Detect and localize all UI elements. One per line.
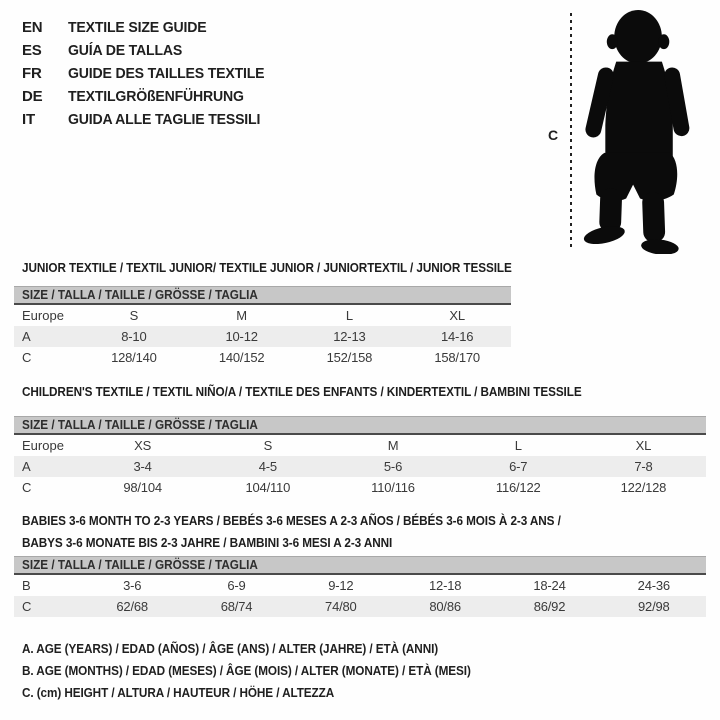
table-row: [14, 326, 511, 347]
lang-title: GUIDE DES TAILLES TEXTILE: [68, 65, 265, 82]
lang-code: FR: [22, 65, 42, 82]
height-cell: 104/110: [245, 480, 291, 495]
height-cell: 152/158: [326, 350, 373, 365]
lang-title: GUÍA DE TALLAS: [68, 42, 183, 59]
size-header-text: SIZE / TALLA / TAILLE / GRÖSSE / TAGLIA: [22, 558, 258, 572]
lang-row-de: [22, 85, 277, 108]
children-table-title: [14, 383, 706, 416]
table-row: [14, 596, 706, 617]
toddler-silhouette-icon: [576, 8, 714, 254]
age-cell: 3-4: [133, 459, 152, 474]
age-cell: 5-6: [383, 459, 403, 474]
height-cell: 158/170: [434, 350, 480, 365]
size-cell: M: [387, 438, 399, 453]
size-header-band: [14, 416, 706, 435]
size-header-text: SIZE / TALLA / TAILLE / GRÖSSE / TAGLIA: [22, 288, 258, 302]
height-cell: 116/122: [495, 480, 541, 495]
footnote-b-text: B. AGE (MONTHS) / EDAD (MESES) / ÂGE (MOIS) / ALTER (MONATE) / ETÀ (MESI): [22, 664, 471, 678]
height-label-c: C: [548, 127, 559, 143]
footnote-legend: [22, 642, 499, 708]
height-cell: 128/140: [111, 350, 157, 365]
junior-table-section: [14, 259, 511, 368]
babies-table-title: [14, 508, 706, 556]
age-cell: 4-5: [258, 459, 277, 474]
row-label: C: [22, 599, 32, 614]
babies-table-title-line2: BABYS 3-6 MONATE BIS 2-3 JAHRE / BAMBINI 3-6 MESI A 2-3 ANNI: [22, 536, 393, 550]
height-cell: 122/128: [620, 480, 667, 495]
junior-table-title-text: JUNIOR TEXTILE / TEXTIL JUNIOR/ TEXTILE JUNIOR / JUNIORTEXTIL / JUNIOR TESSILE: [22, 261, 512, 275]
height-cell: 80/86: [429, 599, 461, 614]
size-cell: M: [236, 308, 247, 323]
lang-row-en: [22, 16, 277, 39]
size-cell: S: [263, 438, 273, 453]
lang-row-it: [22, 108, 277, 131]
size-header-band: [14, 556, 706, 575]
children-table-section: [14, 383, 706, 498]
table-row: [14, 477, 706, 498]
table-row: [14, 575, 706, 596]
footnote-c: [22, 686, 499, 708]
height-cell: 92/98: [638, 599, 670, 614]
height-dotted-line: [570, 13, 572, 250]
lang-code: EN: [22, 19, 43, 36]
size-cell: L: [514, 438, 522, 453]
row-label: Europe: [22, 308, 64, 323]
lang-code: IT: [22, 111, 35, 128]
age-cell: 24-36: [637, 578, 670, 593]
height-cell: 98/104: [123, 480, 162, 495]
table-row: [14, 347, 511, 368]
size-header-band: [14, 286, 511, 305]
age-cell: 8-10: [121, 329, 147, 344]
junior-table-title: [14, 259, 511, 286]
table-row: [14, 456, 706, 477]
age-cell: 18-24: [533, 578, 566, 593]
babies-table-title-line1: BABIES 3-6 MONTH TO 2-3 YEARS / BEBÉS 3-6 MESES A 2-3 AÑOS / BÉBÉS 3-6 MOIS À 2-3 ANS /: [22, 514, 561, 528]
row-label: A: [22, 459, 31, 474]
lang-title: GUIDA ALLE TAGLIE TESSILI: [68, 111, 261, 128]
row-label: B: [22, 578, 31, 593]
footnote-a: [22, 642, 499, 664]
age-cell: 14-16: [441, 329, 474, 344]
age-cell: 6-9: [227, 578, 246, 593]
size-cell: XS: [134, 438, 152, 453]
language-title-list: [22, 16, 277, 131]
height-cell: 140/152: [218, 350, 265, 365]
age-cell: 7-8: [634, 459, 653, 474]
lang-row-fr: [22, 62, 277, 85]
lang-code: DE: [22, 88, 43, 105]
size-cell: S: [129, 308, 139, 323]
age-cell: 12-13: [333, 329, 366, 344]
height-cell: 110/116: [371, 480, 415, 495]
row-label: C: [22, 350, 32, 365]
table-row: [14, 435, 706, 456]
footnote-b: [22, 664, 499, 686]
size-cell: XL: [449, 308, 465, 323]
row-label: Europe: [22, 438, 64, 453]
footnote-c-text: C. (cm) HEIGHT / ALTURA / HAUTEUR / HÖHE / ALTEZZA: [22, 686, 335, 700]
size-cell: L: [345, 308, 353, 323]
table-row: [14, 305, 511, 326]
age-cell: 10-12: [225, 329, 258, 344]
height-cell: 86/92: [533, 599, 566, 614]
height-cell: 68/74: [220, 599, 253, 614]
age-cell: 9-12: [328, 578, 354, 593]
children-table-title-text: CHILDREN'S TEXTILE / TEXTIL NIÑO/A / TEXTILE DES ENFANTS / KINDERTEXTIL / BAMBINI TESSILE: [22, 385, 582, 399]
age-cell: 12-18: [429, 578, 462, 593]
size-header-text: SIZE / TALLA / TAILLE / GRÖSSE / TAGLIA: [22, 418, 258, 432]
row-label: A: [22, 329, 31, 344]
height-cell: 74/80: [325, 599, 357, 614]
height-cell: 62/68: [116, 599, 148, 614]
babies-table-section: [14, 508, 706, 617]
size-cell: XL: [635, 438, 652, 453]
lang-title: TEXTILE SIZE GUIDE: [68, 19, 207, 36]
lang-title: TEXTILGRÖßENFÜHRUNG: [68, 88, 244, 105]
age-cell: 3-6: [123, 578, 142, 593]
lang-code: ES: [22, 42, 42, 59]
row-label: C: [22, 480, 32, 495]
lang-row-es: [22, 39, 277, 62]
footnote-a-text: A. AGE (YEARS) / EDAD (AÑOS) / ÂGE (ANS) / ALTER (JAHRE) / ETÀ (ANNI): [22, 642, 439, 656]
age-cell: 6-7: [509, 459, 528, 474]
